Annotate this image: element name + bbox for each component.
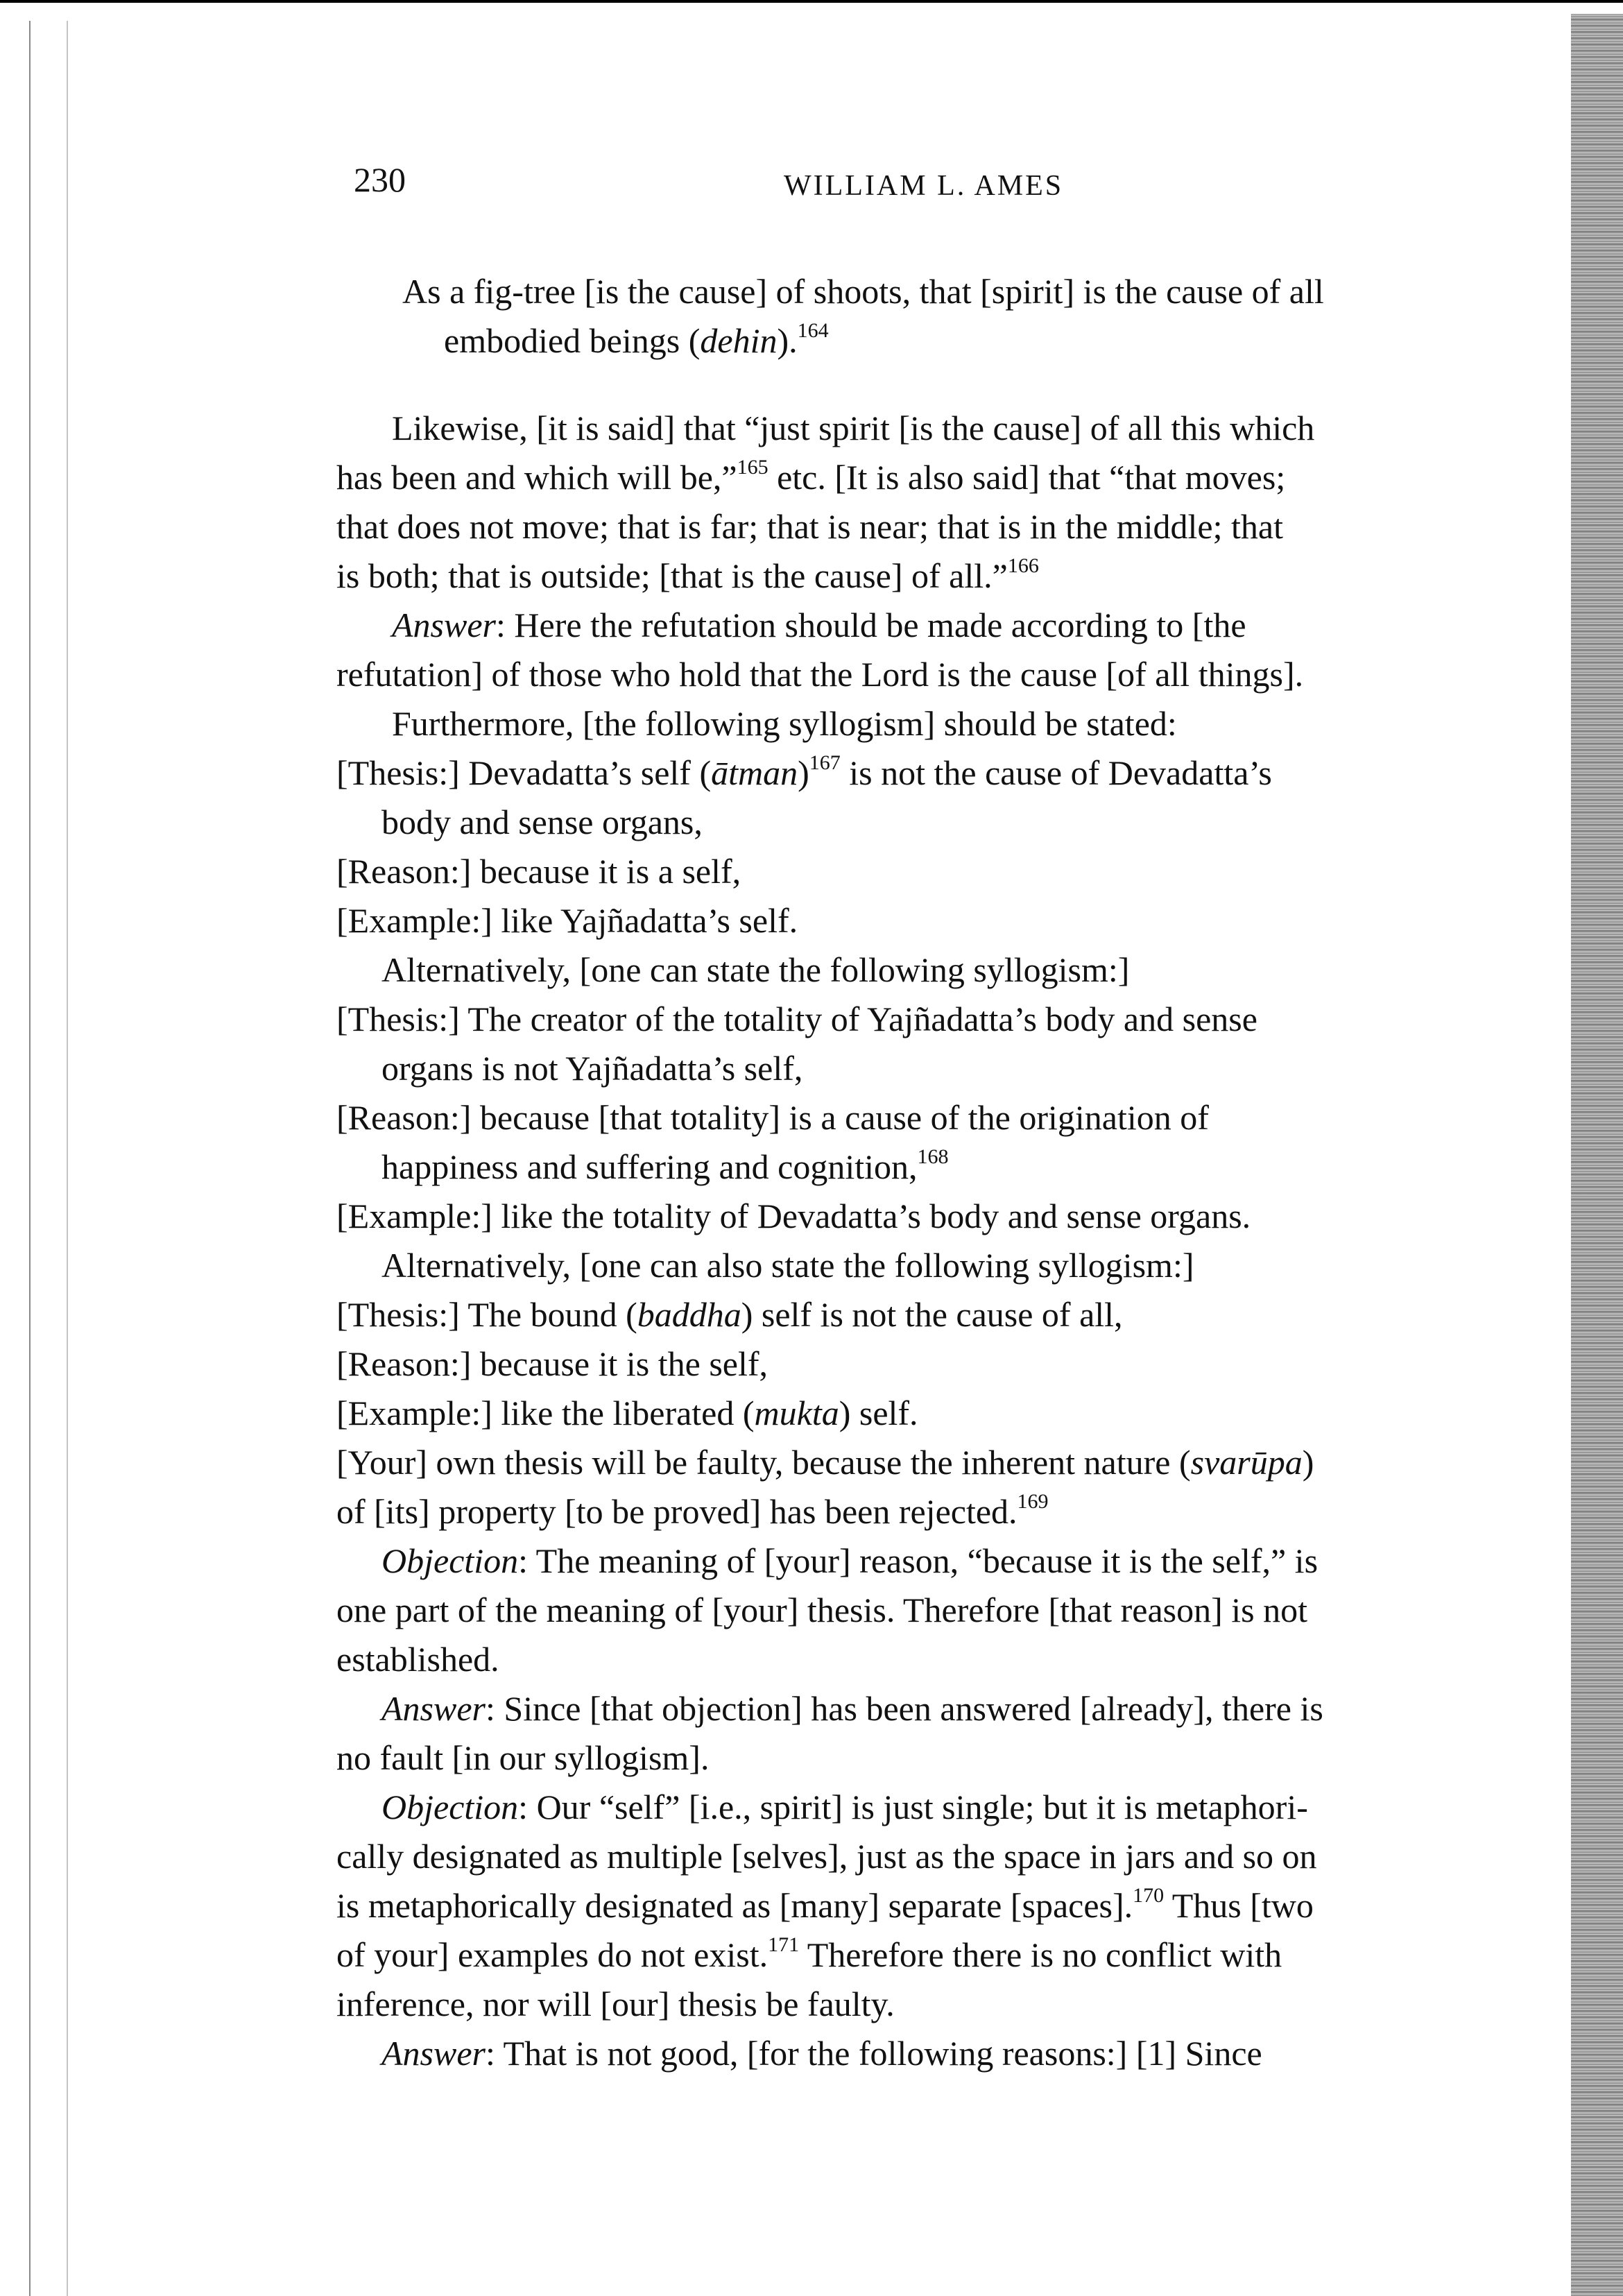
paragraph-line: is both; that is outside; [that is the cause] of all.”$^{166}$: [336, 554, 1039, 595]
page-number: 230: [354, 160, 406, 199]
paragraph-line: one part of the meaning of [your] thesis. Therefore [that reason] is not: [336, 1591, 1307, 1629]
answer-label: Answer: [381, 1689, 486, 1728]
footnote-ref: 165: [737, 456, 768, 479]
paragraph-line: Alternatively, [one can state the following syllogism:]: [381, 950, 1130, 989]
syllogism-example: [Example:] like Yajñadatta’s self.: [336, 901, 798, 940]
syllogism-example: [Example:] like the totality of Devadatta’s body and sense organs.: [336, 1197, 1251, 1235]
footnote-ref: 168: [917, 1145, 949, 1168]
page-body: [336, 267, 1543, 2078]
syllogism-thesis: [Thesis:] The creator of the totality of Yajñadatta’s body and sense: [336, 1000, 1257, 1038]
sanskrit-term: mukta: [754, 1394, 839, 1432]
paragraph-line: Answer: Here the refutation should be made according to [the: [392, 606, 1246, 644]
syllogism-example: [Example:] like the liberated (mukta) self.: [336, 1394, 918, 1432]
paragraph-line: that does not move; that is far; that is near; that is in the middle; that: [336, 507, 1283, 546]
objection-label: Objection: [381, 1788, 519, 1826]
sanskrit-term: dehin: [700, 321, 778, 360]
footnote-ref: 171: [768, 1933, 800, 1956]
syllogism-thesis: body and sense organs,: [381, 803, 703, 841]
syllogism-reason: happiness and suffering and cognition,$^{168}$: [381, 1145, 949, 1186]
quote-line: As a fig-tree [is the cause] of shoots, that [spirit] is the cause of all: [402, 272, 1324, 311]
paragraph-line: Likewise, [it is said] that “just spirit [is the cause] of all this which: [392, 409, 1315, 447]
syllogism-reason: [Reason:] because [that totality] is a cause of the origination of: [336, 1098, 1209, 1137]
syllogism-thesis: organs is not Yajñadatta’s self,: [381, 1049, 803, 1088]
paragraph-line: [Your] own thesis will be faulty, because the inherent nature (svarūpa): [336, 1443, 1314, 1482]
syllogism-thesis: [Thesis:] The bound (baddha) self is not the cause of all,: [336, 1295, 1123, 1334]
paragraph-line: Furthermore, [the following syllogism] should be stated:: [392, 704, 1177, 743]
binding-shadow-line: [67, 21, 68, 2296]
paragraph-line: Alternatively, [one can also state the following syllogism:]: [381, 1246, 1194, 1285]
binding-shadow-line: [29, 21, 31, 2296]
footnote-ref: 164: [797, 319, 829, 342]
paragraph-line: Objection: Our “self” [i.e., spirit] is just single; but it is metaphori-: [381, 1788, 1308, 1826]
footnote-ref: 167: [809, 751, 841, 774]
quote-line: embodied beings (dehin).$^{164}$: [444, 319, 829, 360]
paragraph-line: Answer: Since [that objection] has been answered [already], there is: [381, 1689, 1323, 1728]
footnote-ref: 170: [1133, 1884, 1165, 1907]
sanskrit-term: ātman: [711, 753, 798, 792]
answer-label: Answer: [392, 606, 496, 644]
syllogism-thesis: [Thesis:] Devadatta’s self (ātman)$^{167}$ is not the cause of Devadatta’s: [336, 751, 1272, 792]
paragraph-line: Objection: The meaning of [your] reason, “because it is the self,” is: [381, 1541, 1319, 1580]
paragraph-line: inference, nor will [our] thesis be faulty.: [336, 1985, 895, 2023]
syllogism-reason: [Reason:] because it is a self,: [336, 852, 741, 891]
answer-label: Answer: [381, 2034, 486, 2073]
footnote-ref: 166: [1007, 554, 1039, 577]
paragraph-line: is metaphorically designated as [many] separate [spaces].$^{170}$ Thus [two: [336, 1884, 1314, 1925]
paragraph-line: established.: [336, 1640, 499, 1679]
footnote-ref: 169: [1017, 1490, 1049, 1513]
page-edge-scan-noise: [1571, 14, 1623, 2296]
page-header: [354, 160, 1533, 215]
sanskrit-term: svarūpa: [1190, 1443, 1303, 1482]
paragraph-line: no fault [in our syllogism].: [336, 1738, 710, 1777]
paragraph-line: cally designated as multiple [selves], just as the space in jars and so on: [336, 1837, 1317, 1876]
paragraph-line: has been and which will be,”$^{165}$ etc. [It is also said] that “that moves;: [336, 456, 1286, 497]
paragraph-line: of your] examples do not exist.$^{171}$ Therefore there is no conflict with: [336, 1933, 1282, 1974]
objection-label: Objection: [381, 1541, 519, 1580]
syllogism-reason: [Reason:] because it is the self,: [336, 1344, 768, 1383]
scan-top-border: [0, 0, 1623, 3]
paragraph-line: Answer: That is not good, [for the following reasons:] [1] Since: [381, 2034, 1262, 2073]
running-head: WILLIAM L. AMES: [784, 170, 1064, 202]
paragraph-line: of [its] property [to be proved] has been rejected.$^{169}$: [336, 1490, 1049, 1531]
sanskrit-term: baddha: [637, 1295, 741, 1334]
paragraph-line: refutation] of those who hold that the Lord is the cause [of all things].: [336, 655, 1304, 694]
